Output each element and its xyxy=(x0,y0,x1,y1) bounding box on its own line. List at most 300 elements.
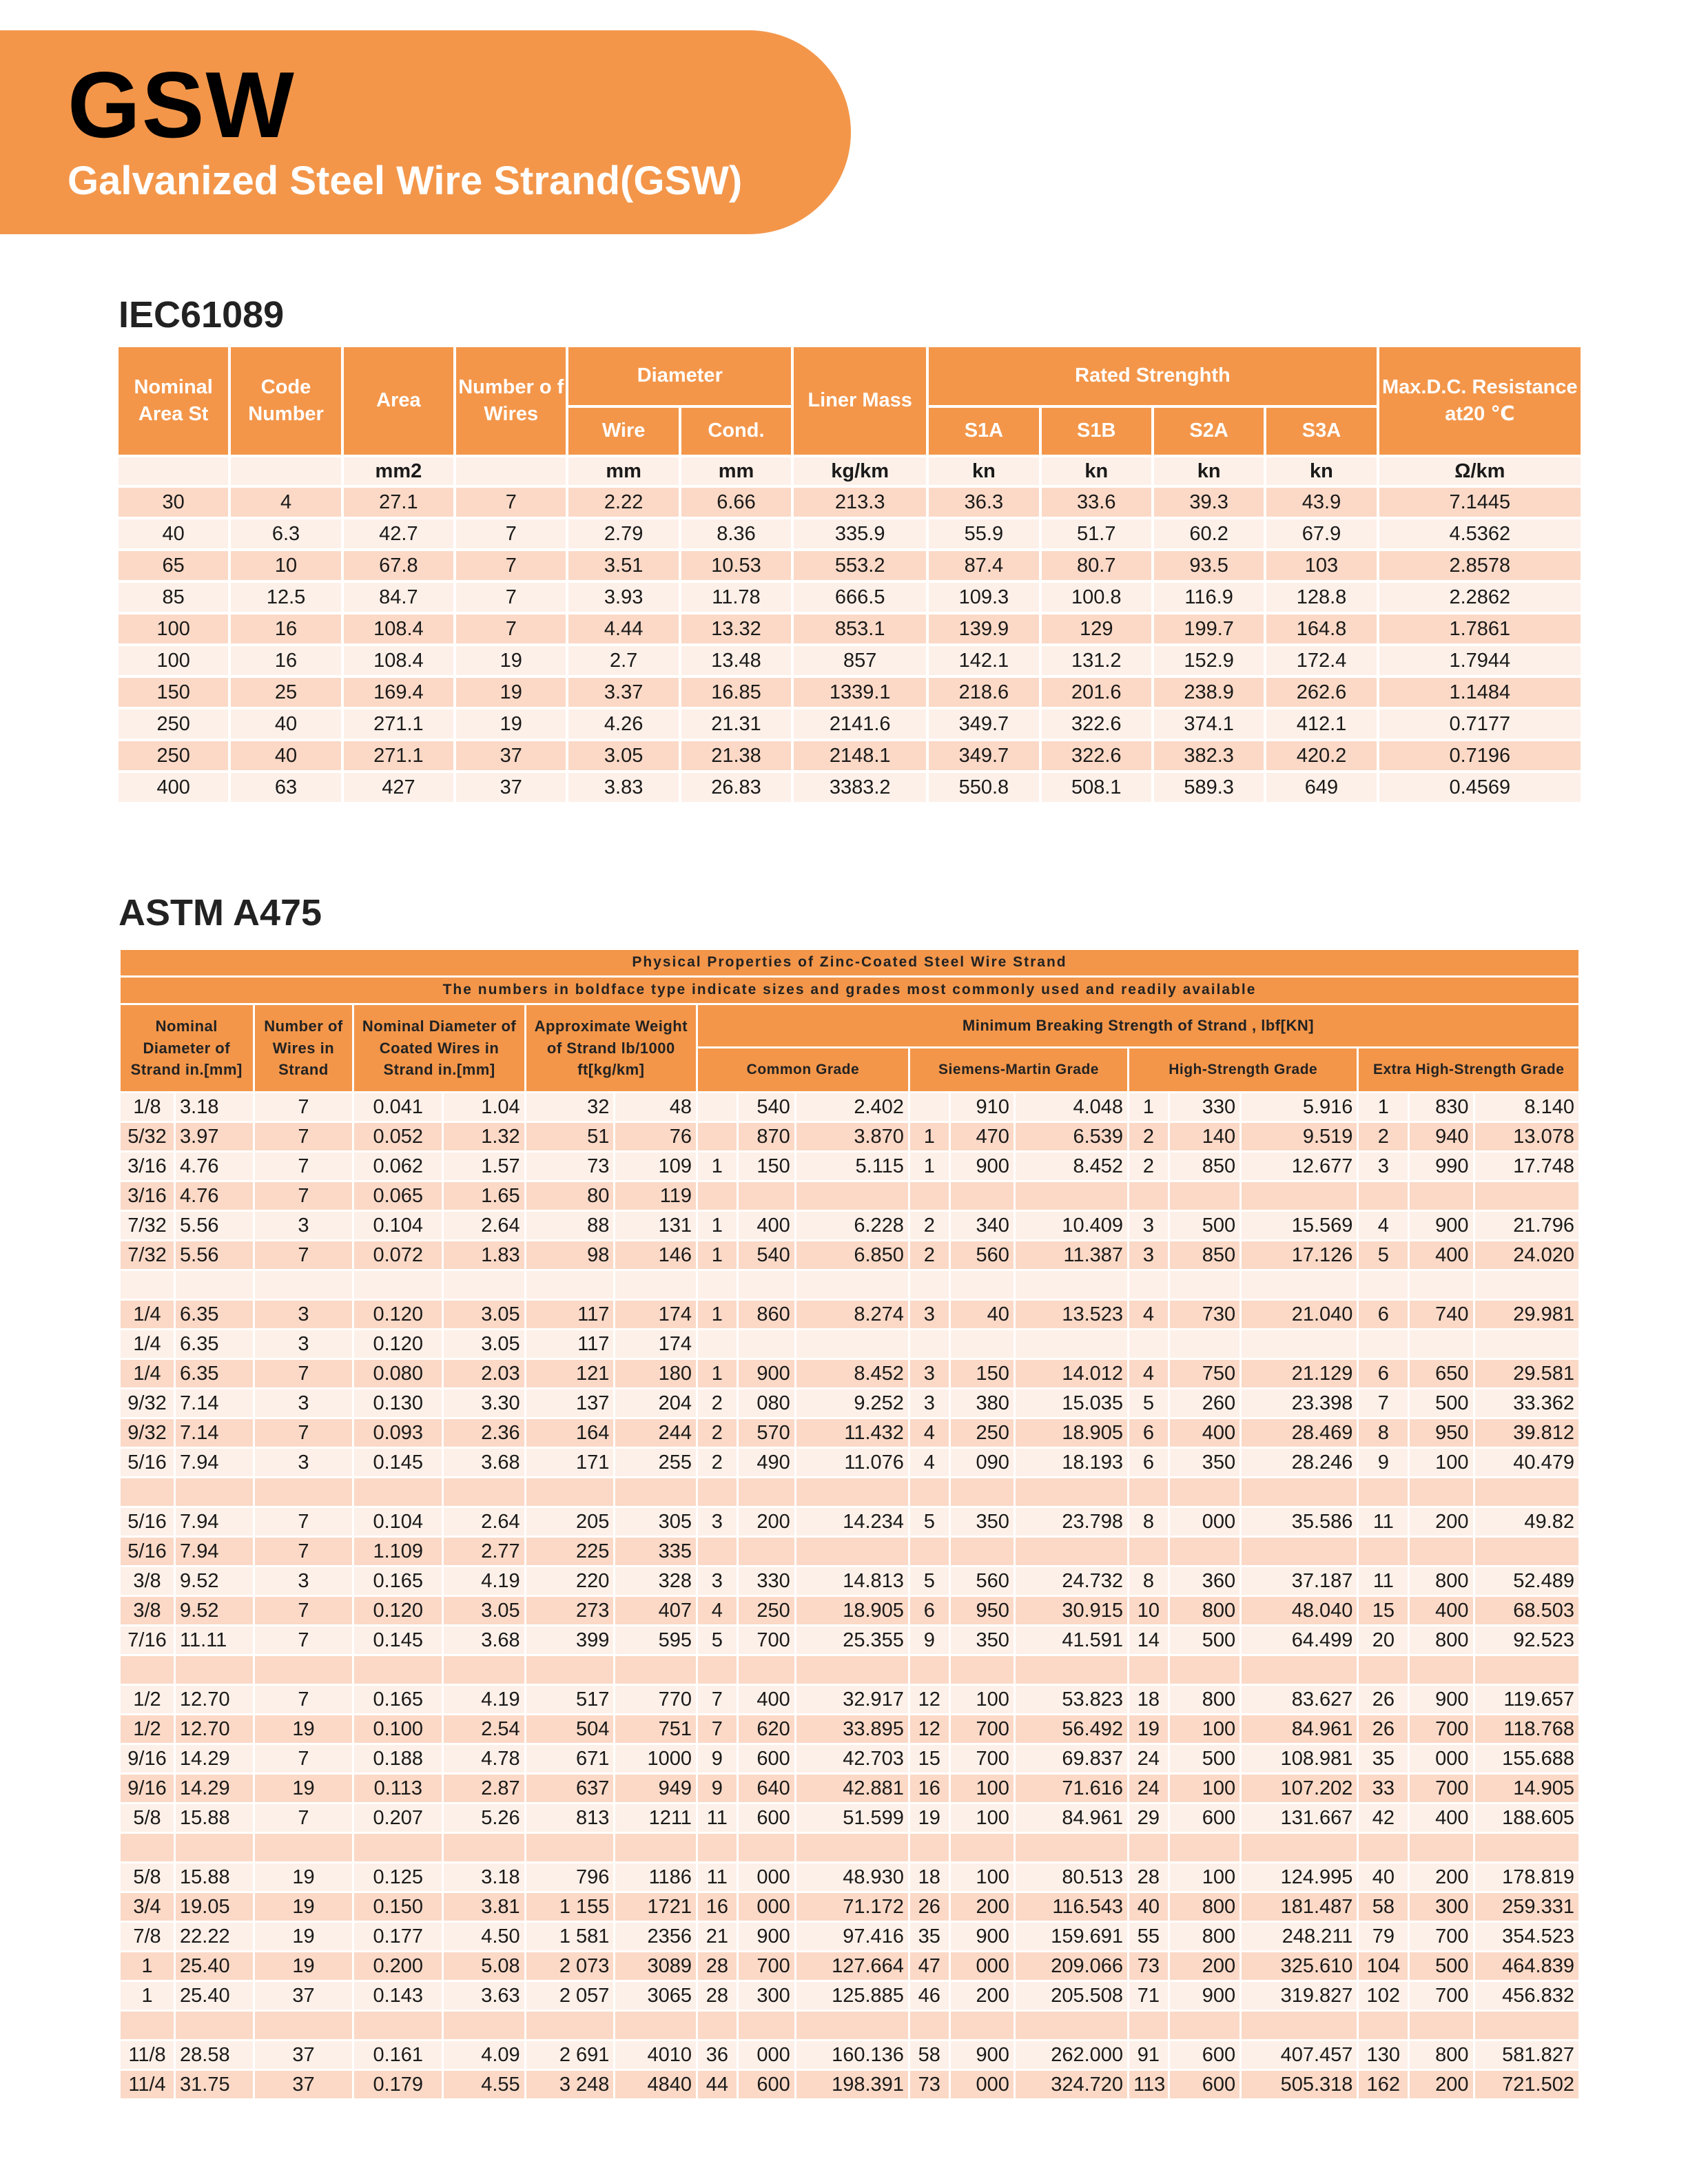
table-cell: 600 xyxy=(1170,2071,1239,2098)
table-cell: 35.586 xyxy=(1242,1508,1357,1536)
table-cell: 0.052 xyxy=(354,1123,442,1150)
table-cell xyxy=(354,2012,442,2039)
table-cell: 7 xyxy=(698,1686,737,1713)
table-cell xyxy=(526,1478,614,1506)
table-cell xyxy=(176,1834,252,1861)
table-cell xyxy=(910,1271,949,1299)
table-cell: 6.539 xyxy=(1016,1123,1127,1150)
table-cell: 24 xyxy=(1129,1775,1168,1802)
table-cell: 800 xyxy=(1170,1893,1239,1921)
table-cell: 3.05 xyxy=(444,1330,524,1358)
table-cell xyxy=(121,1271,174,1299)
table-cell: 140 xyxy=(1170,1123,1239,1150)
table-cell: 340 xyxy=(951,1212,1014,1239)
table-cell: 6.35 xyxy=(176,1330,252,1358)
table-cell: 14.29 xyxy=(176,1775,252,1802)
table-cell: 620 xyxy=(739,1715,794,1743)
table-cell xyxy=(255,1478,353,1506)
table-cell: 55 xyxy=(1129,1923,1168,1950)
table-cell xyxy=(1170,1330,1239,1358)
table-cell: 67.9 xyxy=(1266,519,1376,548)
table-cell: 209.066 xyxy=(1016,1952,1127,1980)
table-cell xyxy=(1242,1330,1357,1358)
unit-cell: kn xyxy=(1154,457,1264,485)
table-cell: 174 xyxy=(615,1330,696,1358)
table-cell: 11.78 xyxy=(681,583,791,612)
table-cell: 98 xyxy=(526,1241,614,1269)
table-cell: 119 xyxy=(615,1182,696,1210)
table-cell: 0.150 xyxy=(354,1893,442,1921)
table-cell xyxy=(1410,1834,1472,1861)
table-cell: 13.078 xyxy=(1475,1123,1578,1150)
table-cell: 7/16 xyxy=(121,1626,174,1654)
table-cell: 6 xyxy=(1359,1360,1408,1387)
table-cell: 28 xyxy=(698,1952,737,1980)
table-cell: 6.228 xyxy=(796,1212,908,1239)
table-cell xyxy=(1359,1182,1408,1210)
table-cell: 31.75 xyxy=(176,2071,252,2098)
table-cell xyxy=(739,1656,794,1684)
table-cell xyxy=(951,1330,1014,1358)
table-cell: 5.916 xyxy=(1242,1093,1357,1121)
table-cell: 500 xyxy=(1170,1212,1239,1239)
table-cell: 93.5 xyxy=(1154,551,1264,580)
table-cell: 3 xyxy=(255,1449,353,1476)
table-cell: 43.9 xyxy=(1266,488,1376,517)
table-cell: 2141.6 xyxy=(794,710,926,738)
unit-cell: mm2 xyxy=(344,457,453,485)
table-cell: 4.5362 xyxy=(1379,519,1581,548)
table-cell xyxy=(1410,1182,1472,1210)
table-cell: 000 xyxy=(1170,1508,1239,1536)
table-cell: 204 xyxy=(615,1389,696,1417)
table-cell: 1/8 xyxy=(121,1093,174,1121)
table-cell: 28 xyxy=(1129,1863,1168,1891)
iec-table xyxy=(116,344,1583,805)
table-cell: 41.591 xyxy=(1016,1626,1127,1654)
table-cell: 700 xyxy=(1410,1775,1472,1802)
table-cell: 35 xyxy=(1359,1745,1408,1773)
table-cell: 7 xyxy=(456,583,566,612)
table-cell: 152.9 xyxy=(1154,646,1264,675)
table-cell: 910 xyxy=(951,1093,1014,1121)
table-row xyxy=(119,614,1581,643)
table-cell: 150 xyxy=(119,678,228,707)
table-cell: 407 xyxy=(615,1597,696,1624)
table-cell: 18.905 xyxy=(796,1597,908,1624)
table-cell xyxy=(1170,1834,1239,1861)
table-cell: 22.22 xyxy=(176,1923,252,1950)
table-cell: 19 xyxy=(255,1863,353,1891)
table-cell: 174 xyxy=(615,1301,696,1328)
table-cell: 29.581 xyxy=(1475,1360,1578,1387)
table-cell: 10.409 xyxy=(1016,1212,1127,1239)
table-cell: 1 xyxy=(698,1241,737,1269)
table-cell: 3.68 xyxy=(444,1449,524,1476)
table-cell: 169.4 xyxy=(344,678,453,707)
table-cell: 382.3 xyxy=(1154,741,1264,770)
table-cell: 19 xyxy=(255,1923,353,1950)
table-cell: 37 xyxy=(456,741,566,770)
table-cell xyxy=(255,1271,353,1299)
table-cell xyxy=(910,1538,949,1565)
header-cond: Cond. xyxy=(681,408,791,455)
table-cell xyxy=(1359,1271,1408,1299)
table-cell: 108.4 xyxy=(344,614,453,643)
table-cell: 73 xyxy=(526,1153,614,1180)
table-cell: 9/32 xyxy=(121,1419,174,1447)
table-cell: 1 xyxy=(698,1212,737,1239)
table-cell: 40 xyxy=(1359,1863,1408,1891)
table-cell: 58 xyxy=(1359,1893,1408,1921)
table-cell xyxy=(526,1834,614,1861)
table-cell: 64.499 xyxy=(1242,1626,1357,1654)
table-cell: 9/16 xyxy=(121,1745,174,1773)
table-cell: 260 xyxy=(1170,1389,1239,1417)
table-cell: 26.83 xyxy=(681,773,791,802)
table-cell: 109.3 xyxy=(929,583,1038,612)
table-cell: 25.355 xyxy=(796,1626,908,1654)
table-cell: 950 xyxy=(1410,1419,1472,1447)
table-cell: 3.30 xyxy=(444,1389,524,1417)
table-cell: 2.54 xyxy=(444,1715,524,1743)
table-cell xyxy=(739,1834,794,1861)
table-cell: 7.14 xyxy=(176,1389,252,1417)
iec-section-title: IEC61089 xyxy=(119,294,285,335)
table-cell: 7 xyxy=(255,1153,353,1180)
table-cell xyxy=(354,1478,442,1506)
table-cell: 162 xyxy=(1359,2071,1408,2098)
table-cell: 200 xyxy=(1410,1508,1472,1536)
table-cell: 19 xyxy=(255,1715,353,1743)
table-cell: 250 xyxy=(119,741,228,770)
table-cell: 1.32 xyxy=(444,1123,524,1150)
table-cell: 1 155 xyxy=(526,1893,614,1921)
table-cell: 2 xyxy=(698,1449,737,1476)
table-cell xyxy=(444,1478,524,1506)
header-approx-weight: Approximate Weight of Strand lb/1000 ft[kg/km] xyxy=(526,1005,696,1091)
table-cell: 125.885 xyxy=(796,1982,908,2009)
table-cell: 29.981 xyxy=(1475,1301,1578,1328)
table-cell: 33.6 xyxy=(1042,488,1151,517)
table-cell xyxy=(739,1538,794,1565)
table-cell xyxy=(1359,1656,1408,1684)
table-cell: 49.82 xyxy=(1475,1508,1578,1536)
table-cell: 23.798 xyxy=(1016,1508,1127,1536)
table-cell xyxy=(698,1834,737,1861)
header-nominal-area: Nominal Area St xyxy=(119,347,228,455)
table-cell: 2.402 xyxy=(796,1093,908,1121)
table-cell: 600 xyxy=(1170,2041,1239,2069)
table-cell: 000 xyxy=(951,2071,1014,2098)
table-cell: 71 xyxy=(1129,1982,1168,2009)
table-cell xyxy=(739,1330,794,1358)
table-cell: 900 xyxy=(1410,1212,1472,1239)
table-cell: 9.52 xyxy=(176,1567,252,1595)
table-cell: 721.502 xyxy=(1475,2071,1578,2098)
table-cell xyxy=(1170,1182,1239,1210)
table-cell xyxy=(1475,1478,1578,1506)
table-cell: 21.38 xyxy=(681,741,791,770)
table-cell: 2.03 xyxy=(444,1360,524,1387)
table-cell: 24.732 xyxy=(1016,1567,1127,1595)
table-row xyxy=(121,2041,1578,2069)
table-cell: 649 xyxy=(1266,773,1376,802)
table-cell: 900 xyxy=(1170,1982,1239,2009)
table-cell: 65 xyxy=(119,551,228,580)
table-cell: 671 xyxy=(526,1745,614,1773)
table-cell xyxy=(1129,1271,1168,1299)
table-cell: 7 xyxy=(255,1597,353,1624)
table-cell: 940 xyxy=(1410,1123,1472,1150)
table-cell: 500 xyxy=(1410,1389,1472,1417)
table-cell: 3 xyxy=(1359,1153,1408,1180)
table-cell xyxy=(698,1478,737,1506)
table-cell: 14.29 xyxy=(176,1745,252,1773)
table-cell xyxy=(1475,1656,1578,1684)
table-cell: 1 xyxy=(1359,1093,1408,1121)
table-cell: 8 xyxy=(1359,1419,1408,1447)
table-cell: 142.1 xyxy=(929,646,1038,675)
table-cell: 85 xyxy=(119,583,228,612)
table-cell: 39.812 xyxy=(1475,1419,1578,1447)
table-cell: 79 xyxy=(1359,1923,1408,1950)
table-cell: 0.100 xyxy=(354,1715,442,1743)
table-cell: 0.7196 xyxy=(1379,741,1581,770)
table-cell: 200 xyxy=(739,1508,794,1536)
table-cell: 21.31 xyxy=(681,710,791,738)
table-cell: 8.452 xyxy=(796,1360,908,1387)
table-cell: 1339.1 xyxy=(794,678,926,707)
table-cell: 23.398 xyxy=(1242,1389,1357,1417)
table-cell: 21.796 xyxy=(1475,1212,1578,1239)
table-cell: 199.7 xyxy=(1154,614,1264,643)
table-cell: 8.452 xyxy=(1016,1153,1127,1180)
table-row xyxy=(121,1330,1578,1358)
table-cell: 9 xyxy=(1359,1449,1408,1476)
table-cell: 420.2 xyxy=(1266,741,1376,770)
table-cell: 13.32 xyxy=(681,614,791,643)
table-cell: 80 xyxy=(526,1182,614,1210)
table-cell: 850 xyxy=(1170,1153,1239,1180)
table-cell: 83.627 xyxy=(1242,1686,1357,1713)
table-cell: 53.823 xyxy=(1016,1686,1127,1713)
table-row xyxy=(121,1715,1578,1743)
unit-cell: Ω/km xyxy=(1379,457,1581,485)
header-s1a: S1A xyxy=(929,408,1038,455)
table-cell xyxy=(255,1834,353,1861)
astm-banner-title: Physical Properties of Zinc-Coated Steel Wire Strand xyxy=(121,950,1578,975)
table-cell: 1721 xyxy=(615,1893,696,1921)
table-cell: 14 xyxy=(1129,1626,1168,1654)
table-cell: 5 xyxy=(910,1508,949,1536)
table-cell: 900 xyxy=(739,1360,794,1387)
table-cell: 7 xyxy=(456,614,566,643)
table-cell: 250 xyxy=(739,1597,794,1624)
table-cell: 7/32 xyxy=(121,1241,174,1269)
table-cell: 400 xyxy=(1410,1804,1472,1832)
table-cell: 19 xyxy=(456,710,566,738)
table-cell: 100 xyxy=(1410,1449,1472,1476)
table-cell: 330 xyxy=(739,1567,794,1595)
table-cell: 900 xyxy=(951,2041,1014,2069)
table-cell xyxy=(1129,1834,1168,1861)
table-cell: 600 xyxy=(739,1804,794,1832)
table-cell: 39.3 xyxy=(1154,488,1264,517)
table-cell: 213.3 xyxy=(794,488,926,517)
table-cell xyxy=(1016,2012,1127,2039)
table-cell xyxy=(910,2012,949,2039)
unit-cell xyxy=(456,457,566,485)
table-cell xyxy=(1359,1478,1408,1506)
table-cell: 33 xyxy=(1359,1775,1408,1802)
table-cell: 117 xyxy=(526,1330,614,1358)
table-cell: 4.44 xyxy=(568,614,678,643)
table-cell: 100 xyxy=(951,1686,1014,1713)
table-cell: 19 xyxy=(1129,1715,1168,1743)
table-cell: 400 xyxy=(739,1686,794,1713)
header-diameter: Diameter xyxy=(568,347,791,405)
table-cell xyxy=(1242,1656,1357,1684)
table-cell xyxy=(1016,1182,1127,1210)
table-cell: 48 xyxy=(615,1093,696,1121)
table-cell: 380 xyxy=(951,1389,1014,1417)
table-cell: 0.145 xyxy=(354,1449,442,1476)
table-cell xyxy=(1242,1538,1357,1565)
table-row xyxy=(121,1449,1578,1476)
table-cell: 9/32 xyxy=(121,1389,174,1417)
table-cell: 0.188 xyxy=(354,1745,442,1773)
table-cell: 700 xyxy=(1410,1715,1472,1743)
table-cell: 10 xyxy=(1129,1597,1168,1624)
table-cell: 21.129 xyxy=(1242,1360,1357,1387)
table-cell: 560 xyxy=(951,1567,1014,1595)
table-cell: 200 xyxy=(1170,1952,1239,1980)
table-cell: 407.457 xyxy=(1242,2041,1357,2069)
table-row xyxy=(119,678,1581,707)
table-cell xyxy=(176,2012,252,2039)
table-row xyxy=(121,1893,1578,1921)
table-cell: 3.93 xyxy=(568,583,678,612)
table-cell: 13.48 xyxy=(681,646,791,675)
table-cell: 273 xyxy=(526,1597,614,1624)
table-cell: 400 xyxy=(739,1212,794,1239)
table-cell: 1 581 xyxy=(526,1923,614,1950)
table-cell: 11.11 xyxy=(176,1626,252,1654)
table-cell: 5.26 xyxy=(444,1804,524,1832)
table-cell: 4 xyxy=(231,488,340,517)
table-cell: 200 xyxy=(951,1893,1014,1921)
table-cell xyxy=(121,1478,174,1506)
table-cell: 3/4 xyxy=(121,1893,174,1921)
table-cell: 0.165 xyxy=(354,1686,442,1713)
table-row xyxy=(119,773,1581,802)
table-cell: 14.012 xyxy=(1016,1360,1127,1387)
table-cell: 400 xyxy=(1410,1597,1472,1624)
table-cell: 350 xyxy=(951,1626,1014,1654)
unit-cell xyxy=(119,457,228,485)
table-cell: 9 xyxy=(698,1775,737,1802)
table-cell: 2.77 xyxy=(444,1538,524,1565)
table-cell: 16 xyxy=(231,614,340,643)
table-cell: 131.667 xyxy=(1242,1804,1357,1832)
table-cell: 150 xyxy=(951,1360,1014,1387)
table-cell: 595 xyxy=(615,1626,696,1654)
table-cell: 131 xyxy=(615,1212,696,1239)
table-cell: 1.1484 xyxy=(1379,678,1581,707)
table-cell: 3.18 xyxy=(176,1093,252,1121)
table-cell: 9/16 xyxy=(121,1775,174,1802)
table-cell: 13.523 xyxy=(1016,1301,1127,1328)
table-cell: 3 xyxy=(698,1508,737,1536)
page-title: GSW xyxy=(68,52,296,157)
table-cell: 3.05 xyxy=(444,1301,524,1328)
table-cell: 4.26 xyxy=(568,710,678,738)
table-cell: 12.70 xyxy=(176,1686,252,1713)
table-cell xyxy=(1016,1834,1127,1861)
table-cell: 16 xyxy=(910,1775,949,1802)
table-cell: 8.140 xyxy=(1475,1093,1578,1121)
table-cell: 200 xyxy=(1410,2071,1472,2098)
table-cell: 5/8 xyxy=(121,1863,174,1891)
table-row xyxy=(121,1153,1578,1180)
table-cell: 21.040 xyxy=(1242,1301,1357,1328)
table-cell: 0.200 xyxy=(354,1952,442,1980)
table-cell: 7 xyxy=(255,1360,353,1387)
table-cell xyxy=(910,1834,949,1861)
table-cell: 33.895 xyxy=(796,1715,908,1743)
table-cell xyxy=(698,1330,737,1358)
table-cell: 400 xyxy=(1410,1241,1472,1269)
table-cell: 37 xyxy=(456,773,566,802)
table-cell: 71.172 xyxy=(796,1893,908,1921)
table-row xyxy=(119,646,1581,675)
table-cell: 770 xyxy=(615,1686,696,1713)
table-cell: 7 xyxy=(255,1804,353,1832)
table-cell: 3/16 xyxy=(121,1153,174,1180)
table-cell: 7 xyxy=(1359,1389,1408,1417)
table-cell: 800 xyxy=(1410,2041,1472,2069)
table-cell: 3.68 xyxy=(444,1626,524,1654)
table-cell: 1 xyxy=(910,1123,949,1150)
table-cell xyxy=(1475,1834,1578,1861)
table-cell: 40 xyxy=(119,519,228,548)
table-cell: 3/16 xyxy=(121,1182,174,1210)
table-cell xyxy=(951,1834,1014,1861)
table-cell xyxy=(1242,1271,1357,1299)
table-cell xyxy=(354,1834,442,1861)
table-cell: 40.479 xyxy=(1475,1449,1578,1476)
table-cell: 080 xyxy=(739,1389,794,1417)
table-cell: 0.207 xyxy=(354,1804,442,1832)
table-cell: 1/4 xyxy=(121,1330,174,1358)
table-cell xyxy=(698,1093,737,1121)
table-cell: 19.05 xyxy=(176,1893,252,1921)
table-row xyxy=(121,2071,1578,2098)
table-cell: 18 xyxy=(1129,1686,1168,1713)
table-cell: 324.720 xyxy=(1016,2071,1127,2098)
table-cell xyxy=(1475,1271,1578,1299)
table-cell: 1/4 xyxy=(121,1301,174,1328)
table-cell: 349.7 xyxy=(929,710,1038,738)
table-cell xyxy=(739,1182,794,1210)
table-row xyxy=(121,1241,1578,1269)
table-cell: 42.881 xyxy=(796,1775,908,1802)
table-cell xyxy=(1170,1656,1239,1684)
table-cell: 8 xyxy=(1129,1508,1168,1536)
table-cell: 201.6 xyxy=(1042,678,1151,707)
table-cell: 100 xyxy=(951,1775,1014,1802)
